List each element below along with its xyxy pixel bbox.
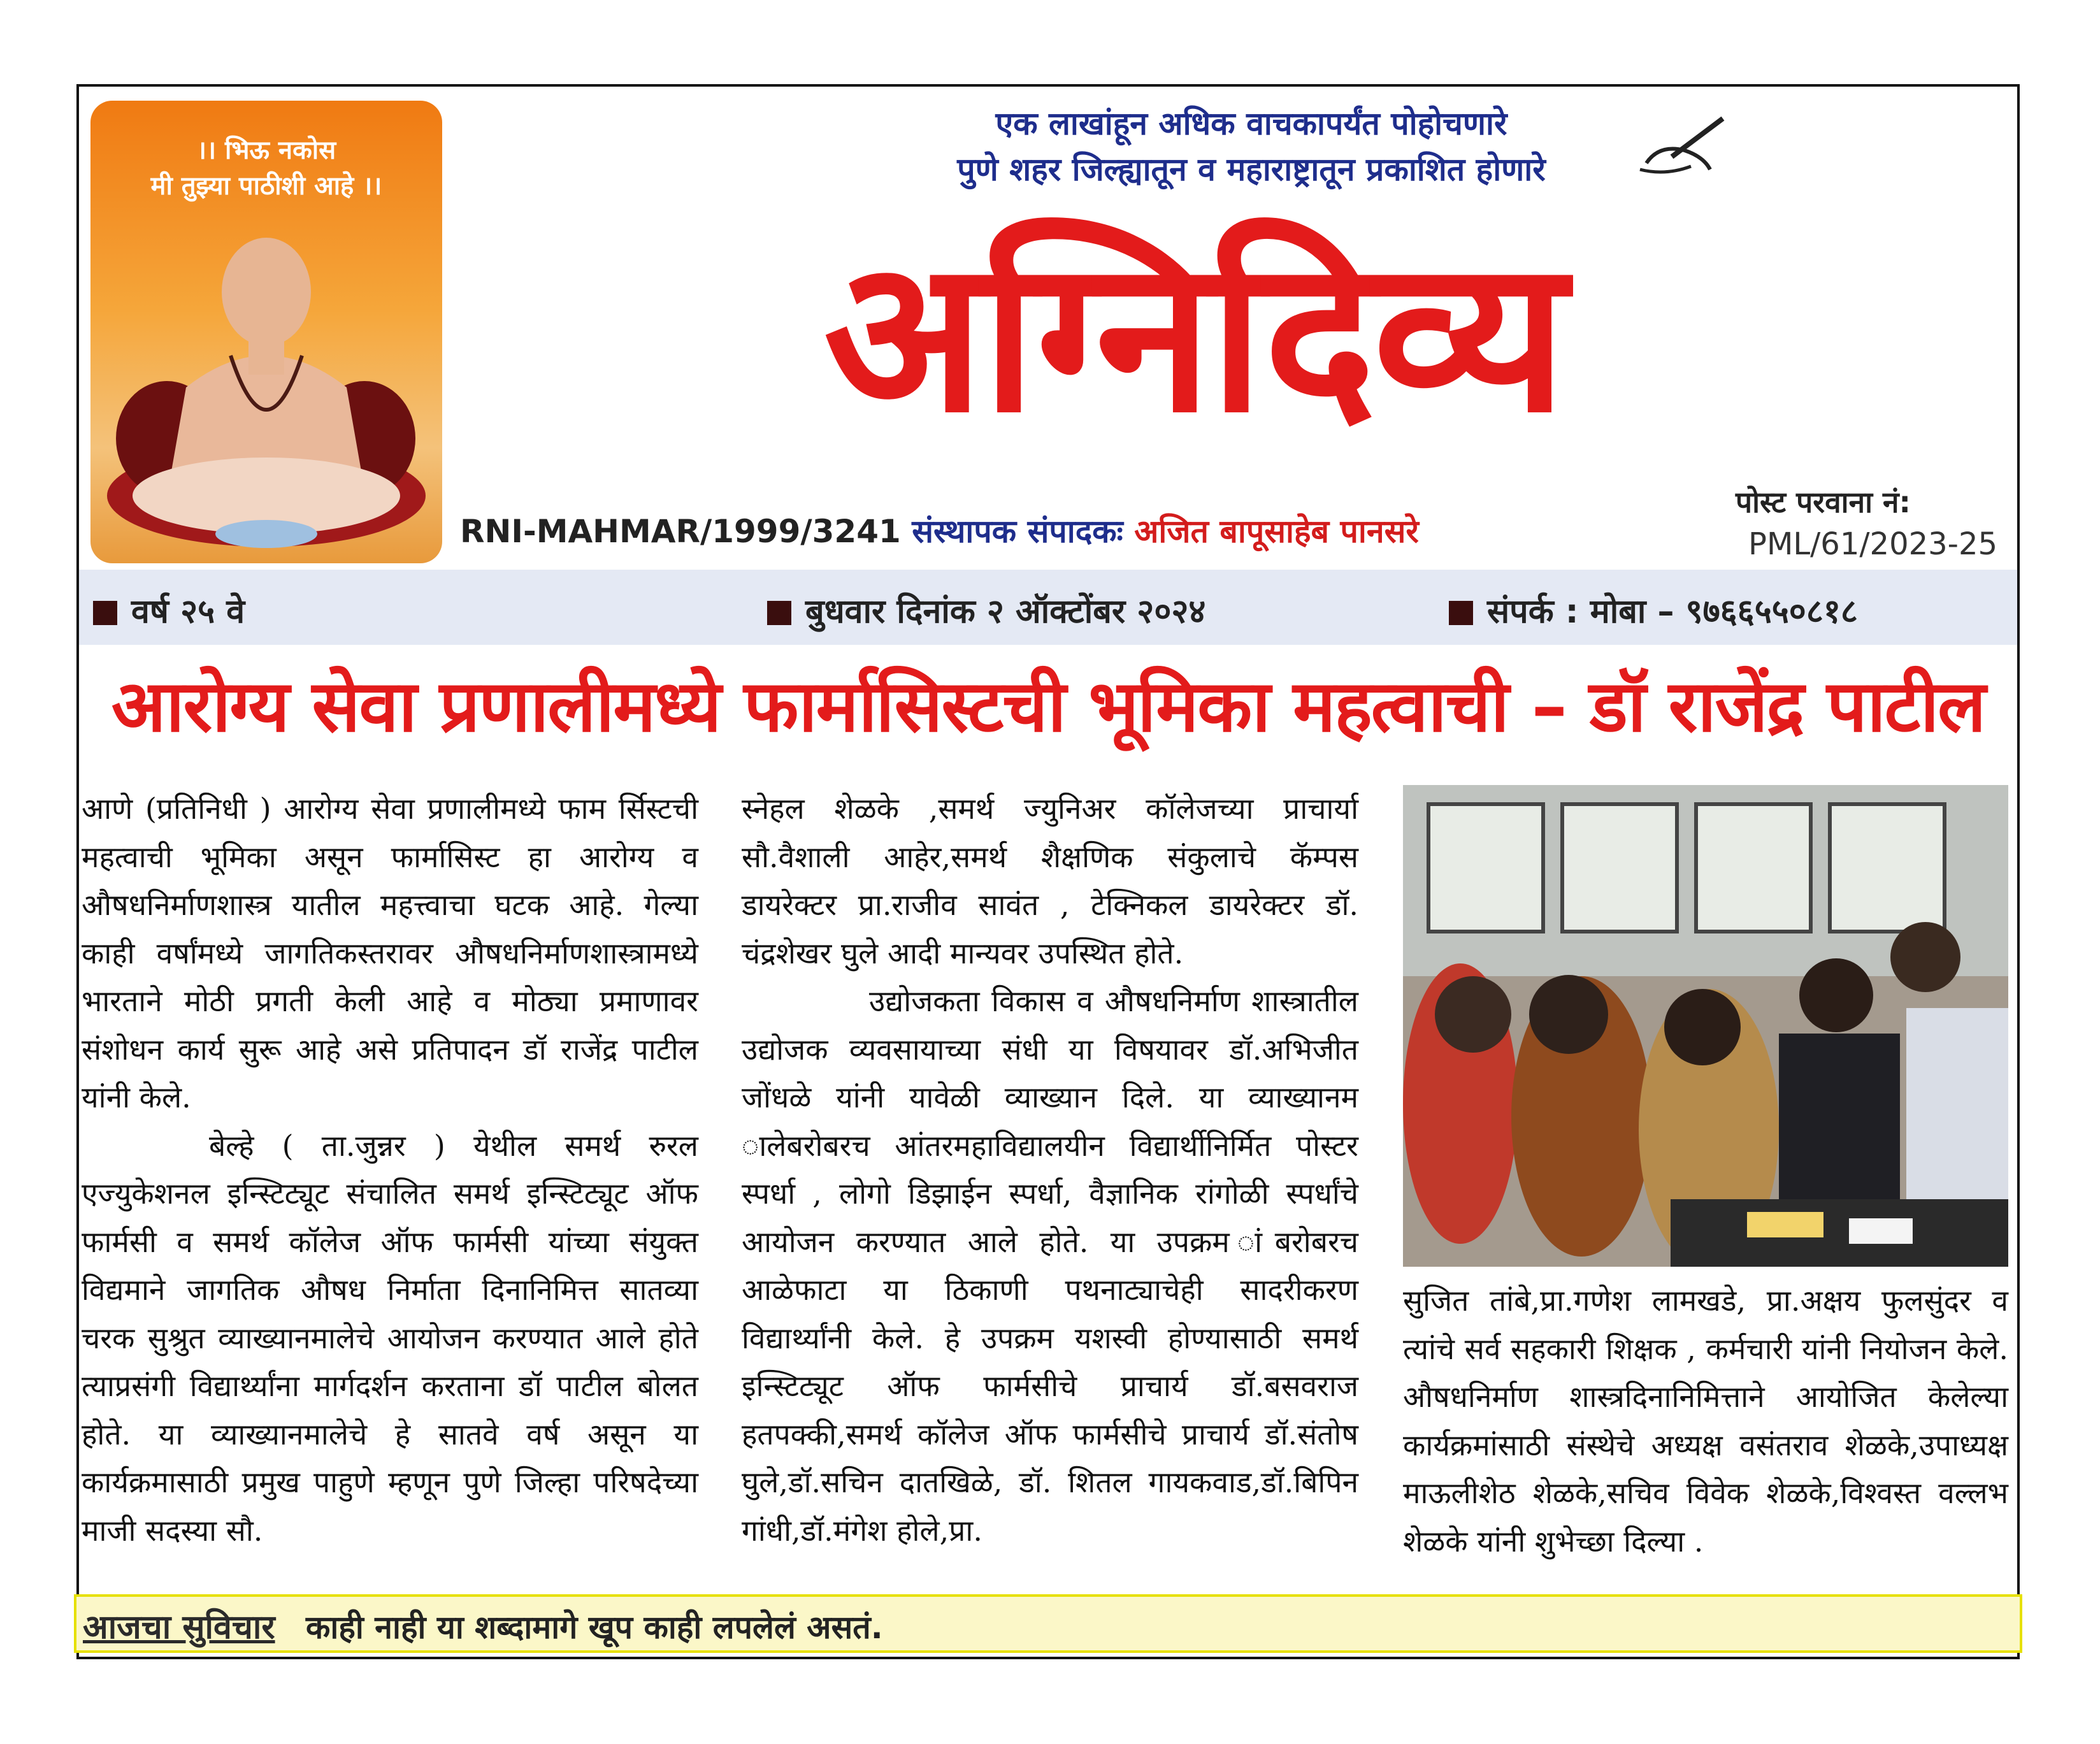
registration-line (460, 508, 1419, 552)
deity-caption-line2: मी तुझ्या पाठीशी आहे ।। (150, 171, 382, 201)
masthead-tagline-2: पुणे शहर जिल्ह्यातून व महाराष्ट्रातून प्रकाशित होणारे (957, 151, 1546, 188)
square-bullet-icon (93, 601, 117, 625)
thought-label: आजचा सुविचार (83, 1608, 275, 1647)
article-headline: आरोग्य सेवा प्रणालीमध्ये फार्मासिस्टची भूमिका महत्वाची – डॉ राजेंद्र पाटील (111, 665, 1985, 748)
article-paragraph: उद्योजकता विकास व औषधनिर्माण शास्त्रातील उद्योजक व्यवसायाच्या संधी या विषयावर डॉ.अभिजीत जोंधळे यांनी यावेळी व्याख्यान दिले. या व्याख्यानम ालेबरोबरच आंतरमहाविद्यालयीन विद्यार्थीनिर्मित पोस्टर स्पर्धा , लोगो डिझाईन स्पर्धा, वैज्ञानिक रांगोळी स्पर्धांचे आयोजन करण्यात आले होते. या उपक्रम ांबरोबरच आळेफाटा या ठिकाणी पथनाट्याचेही सादरीकरण विद्यार्थ्यांनी केले. हे उपक्रम यशस्वी होण्यासाठी समर्थ इन्स्टिट्यूट ऑफ फार्मसीचे प्राचार्य डॉ.बसवराज हतपक्की,समर्थ कॉलेज ऑफ फार्मसीचे प्राचार्य डॉ.संतोष घुले,डॉ.सचिन दातखिळे, डॉ. शितल गायकवाड,डॉ.बिपिन गांधी,डॉ.मंगेश होले,प्रा. (742, 984, 1358, 1548)
event-photo-illustration (1403, 785, 2008, 1267)
postal-license-number: PML/61/2023-25 (1748, 526, 1998, 562)
pen-hand-icon (1634, 112, 1729, 182)
issue-date (767, 587, 1205, 633)
square-bullet-icon (1449, 601, 1473, 625)
deity-image-panel (90, 101, 442, 563)
contact-text: संपर्क : मोबा – ९७६६५५०८१८ (1487, 593, 1858, 631)
seated-saint-illustration (90, 196, 442, 563)
rni-number: RNI-MAHMAR/1999/3241 (460, 513, 901, 550)
editor-label: संस्थापक संपादकः (912, 513, 1123, 550)
article-column-1 (82, 785, 698, 1555)
deity-caption-line1: ।। भिऊ नकोस (196, 136, 336, 165)
issue-info-strip (79, 570, 2017, 645)
issue-date-text: बुधवार दिनांक २ ऑक्टोंबर २०२४ (805, 593, 1206, 631)
contact-info (1449, 587, 1858, 633)
thought-of-the-day (74, 1594, 2022, 1653)
square-bullet-icon (767, 601, 791, 625)
event-photo (1403, 785, 2008, 1267)
newspaper-title: अग्निदिव्य (823, 212, 1565, 459)
newspaper-page (76, 84, 2020, 1659)
article-paragraph: स्नेहल शेळके ,समर्थ ज्युनिअर कॉलेजच्या प्राचार्या सौ.वैशाली आहेर,समर्थ शैक्षणिक संकुलाचे कॅम्पस डायरेक्टर प्रा.राजीव सावंत , टेक्निकल डायरेक्टर डॉ. चंद्रशेखर घुले आदी मान्यवर उपस्थित होते. (742, 791, 1358, 970)
masthead-tagline-1: एक लाखांहून अधिक वाचकापर्यंत पोहोचणारे (995, 105, 1507, 142)
issue-year (93, 587, 245, 633)
article-paragraph: सुजित तांबे,प्रा.गणेश लामखडे, प्रा.अक्षय फुलसुंदर व त्यांचे सर्व सहकारी शिक्षक , कर्मचारी यांनी नियोजन केले. औषधनिर्माण शास्त्रदिनानिमित्ताने आयोजित केलेल्या कार्यक्रमांसाठी संस्थेचे अध्यक्ष वसंतराव शेळके,उपाध्यक्ष माऊलीशेठ शेळके,सचिव विवेक शेळके,विश्वस्त वल्लभ शेळके यांनी शुभेच्छा दिल्या . (1403, 1283, 2008, 1559)
postal-license-label: पोस्ट परवाना नं: (1736, 485, 1911, 519)
issue-year-text: वर्ष २५ वे (131, 593, 245, 631)
thought-text: काही नाही या शब्दामागे खूप काही लपलेलं असतं. (306, 1609, 883, 1646)
editor-name: अजित बापूसाहेब पानसरे (1134, 513, 1419, 550)
article-column-3 (1403, 1277, 2008, 1566)
article-paragraph: बेल्हे ( ता.जुन्नर ) येथील समर्थ रुरल एज्युकेशनल इन्स्टिट्यूट संचालित समर्थ इन्स्टिट्यूट ऑफ फार्मसी व समर्थ कॉलेज ऑफ फार्मसी यांच्या संयुक्त विद्यमाने जागतिक औषध निर्माता दिनानिमित्त सातव्या चरक सुश्रुत व्याख्यानमालेचे आयोजन करण्यात आले होते त्याप्रसंगी विद्यार्थ्यांना मार्गदर्शन करताना डॉ पाटील बोलत होते. या व्याख्यानमालेचे हे सातवे वर्ष असून या कार्यक्रमासाठी प्रमुख पाहुणे म्हणून पुणे जिल्हा परिषदेच्या माजी सदस्या सौ. (82, 1128, 698, 1548)
article-paragraph: आणे (प्रतिनिधी ) आरोग्य सेवा प्रणालीमध्ये फाम र्सिस्टची महत्वाची भूमिका असून फार्मासिस्ट हा आरोग्य व औषधनिर्माणशास्त्र यातील महत्त्वाचा घटक आहे. गेल्या काही वर्षांमध्ये जागतिकस्तरावर औषधनिर्माणशास्त्रामध्ये भारताने मोठी प्रगती केली आहे व मोठ्या प्रमाणावर संशोधन कार्य सुरू आहे असे प्रतिपादन डॉ राजेंद्र पाटील यांनी केले. (82, 791, 698, 1114)
article-column-2 (742, 785, 1358, 1555)
